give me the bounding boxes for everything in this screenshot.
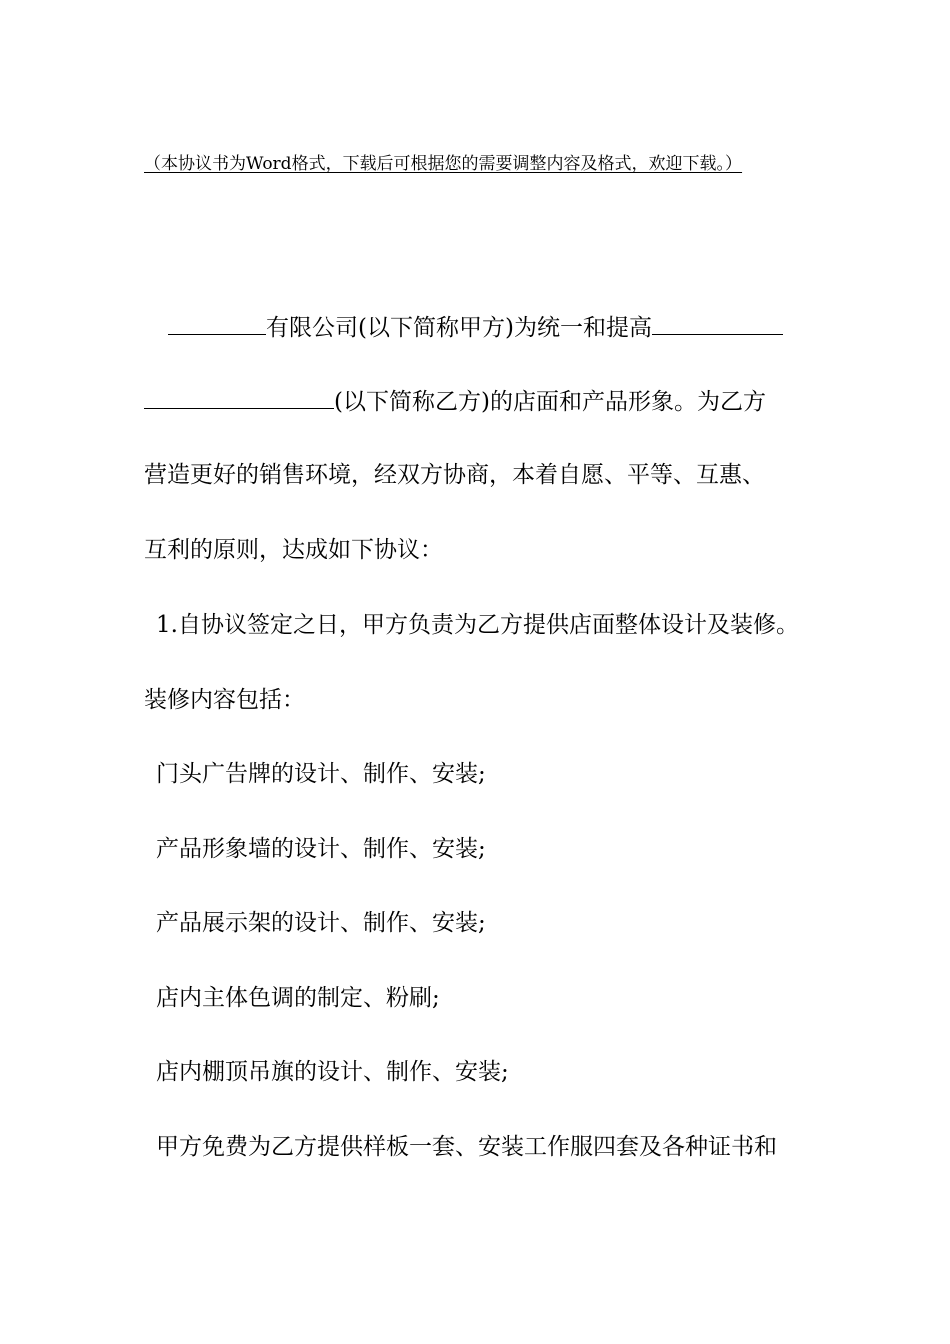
intro-line-1-text: 有限公司(以下简称甲方)为统一和提高 <box>266 315 652 341</box>
item-ceiling-flags: 店内棚顶吊旗的设计、制作、安装; <box>156 1059 509 1085</box>
item-image-wall: 产品形象墙的设计、制作、安装; <box>156 836 486 862</box>
intro-line-1 <box>168 312 783 343</box>
item-storefront-sign: 门头广告牌的设计、制作、安装; <box>156 761 486 787</box>
intro-line-2-text: (以下简称乙方)的店面和产品形象。为乙方 <box>334 389 766 415</box>
intro-line-3: 营造更好的销售环境，经双方协商，本着自愿、平等、互惠、 <box>144 462 765 488</box>
blank-party-b-1 <box>652 312 783 335</box>
blank-party-b-2 <box>144 386 334 409</box>
blank-party-a <box>168 312 266 335</box>
format-note: （本协议书为Word格式，下载后可根据您的需要调整内容及格式，欢迎下载。） <box>144 154 743 174</box>
item-free-supplies: 甲方免费为乙方提供样板一套、安装工作服四套及各种证书和 <box>156 1134 777 1160</box>
clause-1-line-1: 1.自协议签定之日，甲方负责为乙方提供店面整体设计及装修。 <box>156 612 799 638</box>
item-color-scheme: 店内主体色调的制定、粉刷; <box>156 985 440 1011</box>
item-display-rack: 产品展示架的设计、制作、安装; <box>156 910 486 936</box>
intro-line-4: 互利的原则，达成如下协议： <box>144 537 443 563</box>
intro-line-2 <box>144 386 766 417</box>
clause-1-line-2: 装修内容包括： <box>144 687 305 713</box>
